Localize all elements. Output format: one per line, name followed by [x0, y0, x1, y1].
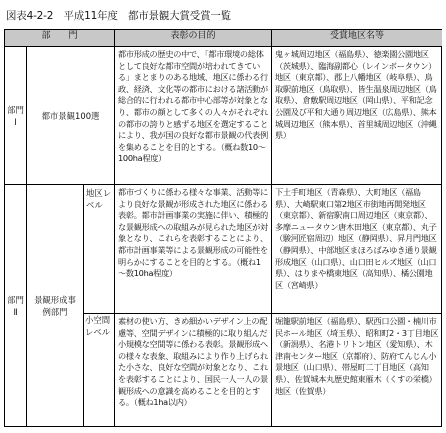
small-space-level-purpose: 素材の使い方、きめ細かいデザイン上の配慮等、空間デザインに積極的に取り組んだ小規模な空間等に係わる表彰。景観形成への様々な表象、取組みにより作り上げられた小さな、良好な空間が対象となり、これを表彰することにより、国民一人一人の景観形成への意識を高めることを目的とする。（概ね1ha以内）: [118, 316, 268, 408]
figure-caption: 図表4-2-2 平成11年度 都市景観大賞受賞一覧: [6, 10, 231, 22]
section2-sublabel: 景観形成事例部門: [34, 295, 76, 317]
rule-col-awarded: [271, 30, 272, 427]
district-level-label: 地区レベル: [86, 188, 112, 210]
rule-col-label: [26, 47, 27, 427]
header-category: 部 門: [5, 30, 114, 46]
section1-label-line1: 部門: [7, 104, 24, 115]
header-awarded: 受賞地区名等: [272, 30, 442, 46]
district-level-awarded: 下土手町地区（青森県）、大町地区（福島県）、大崎駅東口第2地区市街地再開発地区（東京都）、新宿駅南口周辺地区（東京都）、多摩ニュータウン唐木田地区（東京都）、丸子（駿河匠宿周辺）地区（静岡県）、昇月門地区（静岡県）、中部地区まほろばみゆき通り景観形成地区（山口県）、山口田ヒルズ地区（山口県）、はりまや橋東地区（高知県）、橘公園地区（宮崎県）: [275, 187, 437, 290]
section1-awarded: 鬼ヶ城周辺地区（福島県）、徳楽園公園地区（茨城県）、臨海副都心（レインボータウン）地区（東京都）、郡上八幡地区（岐阜県）、鳥取駅前地区（鳥取県）、皆生温泉周辺地区（鳥取県）、倉敷駅周辺地区（岡山県）、平和記念公園及び平和大通り周辺地区（広島県）、熊本城周辺地区（熊本県）、首里城周辺地区（沖縄県）: [275, 49, 437, 141]
small-space-level-label: 小空間レベル: [85, 315, 111, 337]
section2-label-line2: Ⅱ: [13, 307, 18, 317]
section2-label: [5, 185, 26, 427]
rule-section1-bottom: [5, 184, 442, 185]
section2-label-line1: 部門: [7, 295, 24, 305]
small-space-level-awarded: 堀籠駅前地区（福島県）、駅西口公園・楠川市民ホール地区（埼玉県）、昭和町2・3丁目地区（新潟県）、名港トリトン地区（愛知県）、木津南センター地区（京都府）、防府てんじん小景地区（山口県）、帯屋町二丁目地区（高知県）、佐賀城本丸歴史館東雁木（くすの栄橋）地区（佐賀県）: [275, 316, 439, 396]
section1-purpose: 都市形成の歴史の中で、「都市環境の総体として良好な都市空間が培われてきている」まとまりのある地域、地区に係わる行政、経済、文化等の都市における諸活動が総合的に行われる都市中心部等が対象となり、都市の顔として多くの人々がそれぞれの都市の誇りと感ずる地区を選定することにより、我が国の良好な都市景観の代表例を集めることを目的とする。（概ね数10～100ha程度）: [118, 49, 268, 164]
rule-col-level: [83, 185, 84, 427]
rule-district-bottom: [83, 313, 442, 314]
section1-label: [5, 47, 26, 184]
district-level-purpose: 都市づくりに係わる様々な事業、活動等により良好な景観が形成された地区に係わる表彰。都市計画事業の実施に伴い、積極的な景観形成への取組みが見られた地区が対象となり、これらを表彰することにより、都市計画事業等による景観形成の可能性を明らかにすることを目的とする。（概ね1～数10ha程度）: [118, 187, 268, 279]
rule-header-bottom: [5, 46, 442, 47]
rule-col-purpose: [114, 30, 115, 427]
section1-sublabel: 都市景観100選: [41, 110, 100, 121]
awards-table: [4, 29, 442, 427]
section1-label-line2: Ⅰ: [14, 116, 17, 127]
header-purpose: 表彰の目的: [115, 30, 271, 46]
